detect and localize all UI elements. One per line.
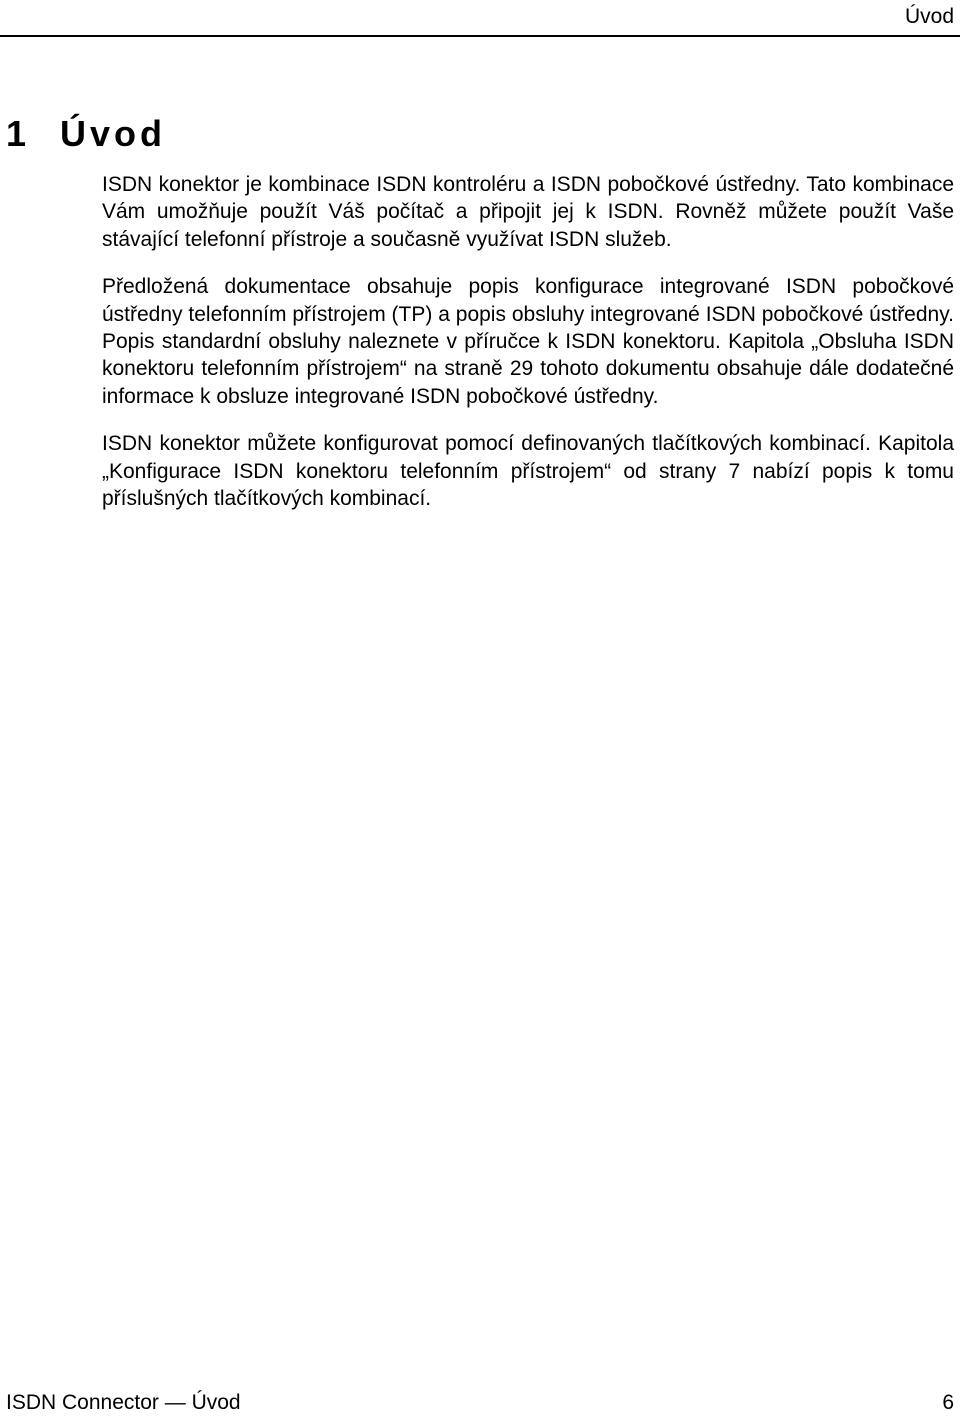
paragraph-documentation: Předložená dokumentace obsahuje popis konfigurace integrované ISDN pobočkové ústředny telefonním přístrojem (TP) a popis obsluhy integrované ISDN pobočkové ústředny. Popis standardní obsluhy naleznete v příručce k ISDN konektoru. Kapitola „Obsluha ISDN konektoru telefonním přístrojem“ na straně 29 tohoto dokumentu obsahuje dále dodatečné informace k obsluze integrované ISDN pobočkové ústředny. [102, 275, 954, 408]
chapter-number: 1 [6, 113, 31, 154]
paragraph-intro: ISDN konektor je kombinace ISDN kontroléru a ISDN pobočkové ústředny. Tato kombinace Vám umožňuje použít Váš počítač a připojit jej k ISDN. Rovněž můžete použít Vaše stávající telefonní přístroje a současně využívat ISDN služeb. [102, 173, 954, 251]
footer-title: ISDN Connector — Úvod [6, 1391, 241, 1414]
body-text [102, 171, 954, 532]
paragraph-configuration: ISDN konektor můžete konfigurovat pomocí definovaných tlačítkových kombinací. Kapitola „Konfigurace ISDN konektoru telefonním přístrojem“ od strany 7 nabízí popis k tomu příslušných tlačítkových kombinací. [102, 432, 954, 511]
page-number: 6 [942, 1391, 954, 1414]
header-rule [0, 35, 960, 37]
running-header: Úvod [904, 5, 954, 28]
chapter-title: Úvod [60, 113, 166, 154]
chapter-heading [6, 110, 166, 158]
